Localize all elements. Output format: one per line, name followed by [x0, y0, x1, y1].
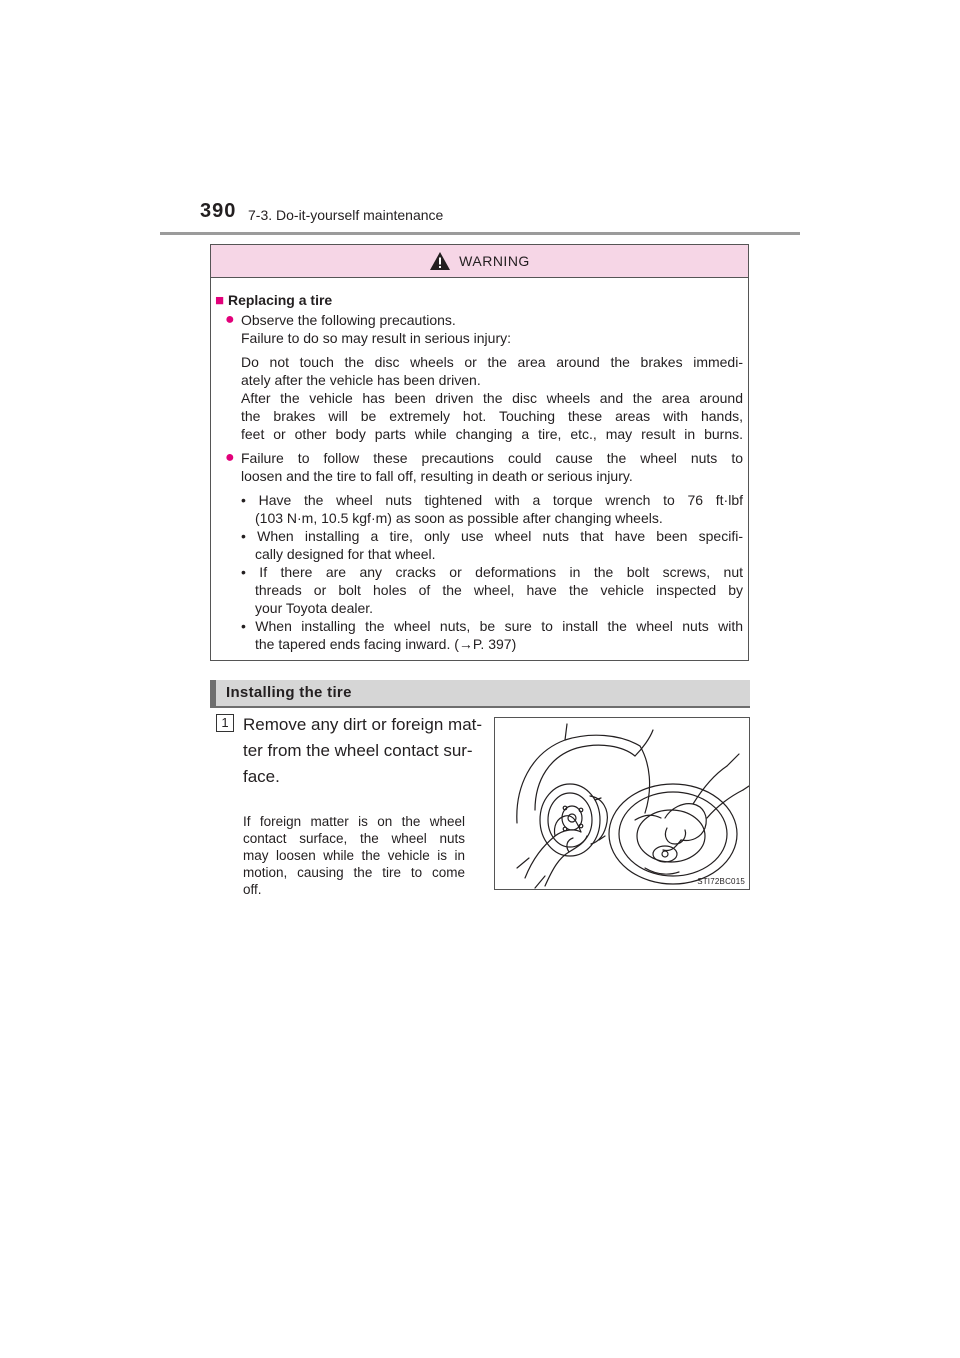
section-title: 7-3. Do-it-yourself maintenance [248, 207, 444, 223]
warning-triangle-icon [429, 251, 451, 271]
note-line3: may loosen while the vehicle is in [243, 848, 465, 863]
note-line5: off. [243, 882, 262, 897]
sub-bullet1-line1: • Have the wheel nuts tightened with a torque wrench to 76 ft·lbf [241, 492, 743, 508]
bullet1-para-line4: the brakes will be extremely hot. Touching these areas with hands, [241, 408, 743, 424]
step-note [243, 813, 465, 898]
warning-header [211, 245, 748, 278]
circle-bullet-icon: ● [225, 449, 235, 466]
step-line1: Remove any dirt or foreign mat- [243, 715, 483, 734]
install-section-header [210, 680, 750, 706]
wheel-cleaning-illustration [494, 717, 750, 890]
illustration-code: STI72BC015 [697, 877, 745, 886]
bullet1-line1: Observe the following precautions. [241, 312, 456, 328]
warning-label: WARNING [459, 253, 530, 269]
sub-bullet2-line2: cally designed for that wheel. [255, 546, 436, 562]
bullet1-para-line3: After the vehicle has been driven the disc wheels and the area around [241, 390, 743, 406]
header-rule [160, 232, 800, 235]
install-section-rule [210, 706, 750, 708]
note-line2: contact surface, the wheel nuts [243, 831, 465, 846]
bullet1-para-line1: Do not touch the disc wheels or the area around the brakes immedi- [241, 354, 743, 370]
sub-bullet1-line2: (103 N·m, 10.5 kgf·m) as soon as possible after changing wheels. [255, 510, 663, 526]
sub-bullet3-line2: threads or bolt holes of the wheel, have the vehicle inspected by [255, 582, 743, 598]
warning-box [210, 244, 749, 661]
note-line1: If foreign matter is on the wheel [243, 814, 465, 829]
step-instruction [243, 712, 483, 790]
bullet2-line1: Failure to follow these precautions could cause the wheel nuts to [241, 450, 743, 466]
sub-bullet4-line1: • When installing the wheel nuts, be sure to install the wheel nuts with [241, 618, 743, 634]
wheel-hub-and-tire-drawing-icon [495, 718, 749, 889]
bullet2-line2: loosen and the tire to fall off, resulting in death or serious injury. [241, 468, 633, 484]
step-line3: face. [243, 767, 280, 786]
bullet1-para-line2: ately after the vehicle has been driven. [241, 372, 481, 388]
install-heading: Installing the tire [226, 684, 352, 701]
circle-bullet-icon: ● [225, 311, 235, 328]
warning-body [211, 277, 748, 660]
sub-bullet4-line2: the tapered ends facing inward. (→P. 397) [255, 636, 517, 652]
sub-bullet2-line1: • When installing a tire, only use wheel nuts that have been specifi- [241, 528, 743, 544]
warning-heading: Replacing a tire [227, 292, 333, 308]
square-bullet-icon: ■ [215, 292, 225, 309]
page-number: 390 [200, 200, 237, 222]
sub-bullet3-line1: • If there are any cracks or deformations in the bolt screws, nut [241, 564, 743, 580]
bullet1-line2: Failure to do so may result in serious injury: [241, 330, 511, 346]
bullet1-para-line5: feet or other body parts while changing a tire, etc., may result in burns. [241, 426, 743, 442]
step-line2: ter from the wheel contact sur- [243, 741, 473, 760]
note-line4: motion, causing the tire to come [243, 865, 465, 880]
sub-bullet3-line3: your Toyota dealer. [255, 600, 374, 616]
step-number-badge: 1 [216, 714, 234, 732]
